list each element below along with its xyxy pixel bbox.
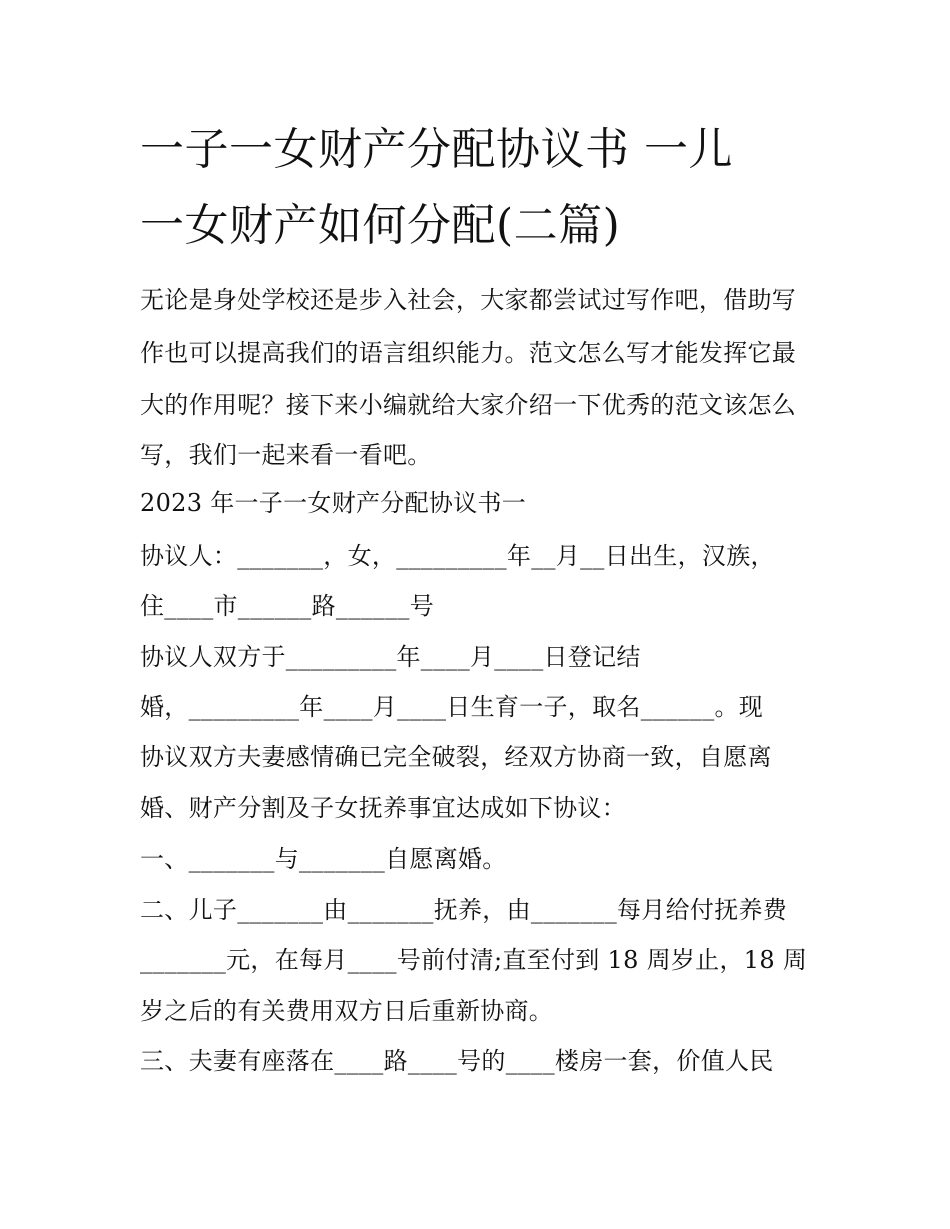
intro-line-3: 大的作用呢？接下来小编就给大家介绍一下优秀的范文该怎么 (140, 391, 797, 419)
agreement-line-1: 协议人：_______，女，_________年__月__日出生，汉族， (140, 542, 775, 570)
document-title-line-1: 一子一女财产分配协议书 一儿 (140, 124, 733, 175)
agreement-line-3: 协议人双方于_________年____月____日登记结 (140, 643, 641, 671)
agreement-line-4: 婚，_________年____月____日生育一子，取名______。现 (140, 693, 764, 721)
document-title-line-2: 一女财产如何分配(二篇) (140, 200, 621, 251)
clause-1: 一、_______与_______自愿离婚。 (140, 845, 507, 873)
clause-2-line-2: _______元，在每月____号前付清;直至付到 18 周岁止，18 周 (140, 946, 808, 974)
clause-2-line-1: 二、儿子_______由_______抚养，由_______每月给付抚养费 (140, 896, 788, 924)
section-heading: 2023 年一子一女财产分配协议书一 (140, 489, 527, 517)
clause-2-line-3: 岁之后的有关费用双方日后重新协商。 (140, 997, 554, 1025)
intro-line-4: 写，我们一起来看一看吧。 (140, 441, 432, 469)
clause-3-line-1: 三、夫妻有座落在____路____号的____楼房一套，价值人民 (140, 1047, 774, 1075)
intro-line-1: 无论是身处学校还是步入社会，大家都尝试过写作吧，借助写 (140, 286, 797, 314)
agreement-line-2: 住____市______路______号 (140, 592, 434, 620)
intro-line-2: 作也可以提高我们的语言组织能力。范文怎么写才能发挥它最 (140, 339, 797, 367)
agreement-line-5: 协议双方夫妻感情确已完全破裂，经双方协商一致，自愿离 (140, 743, 772, 771)
agreement-line-6: 婚、财产分割及子女抚养事宜达成如下协议： (140, 794, 626, 822)
